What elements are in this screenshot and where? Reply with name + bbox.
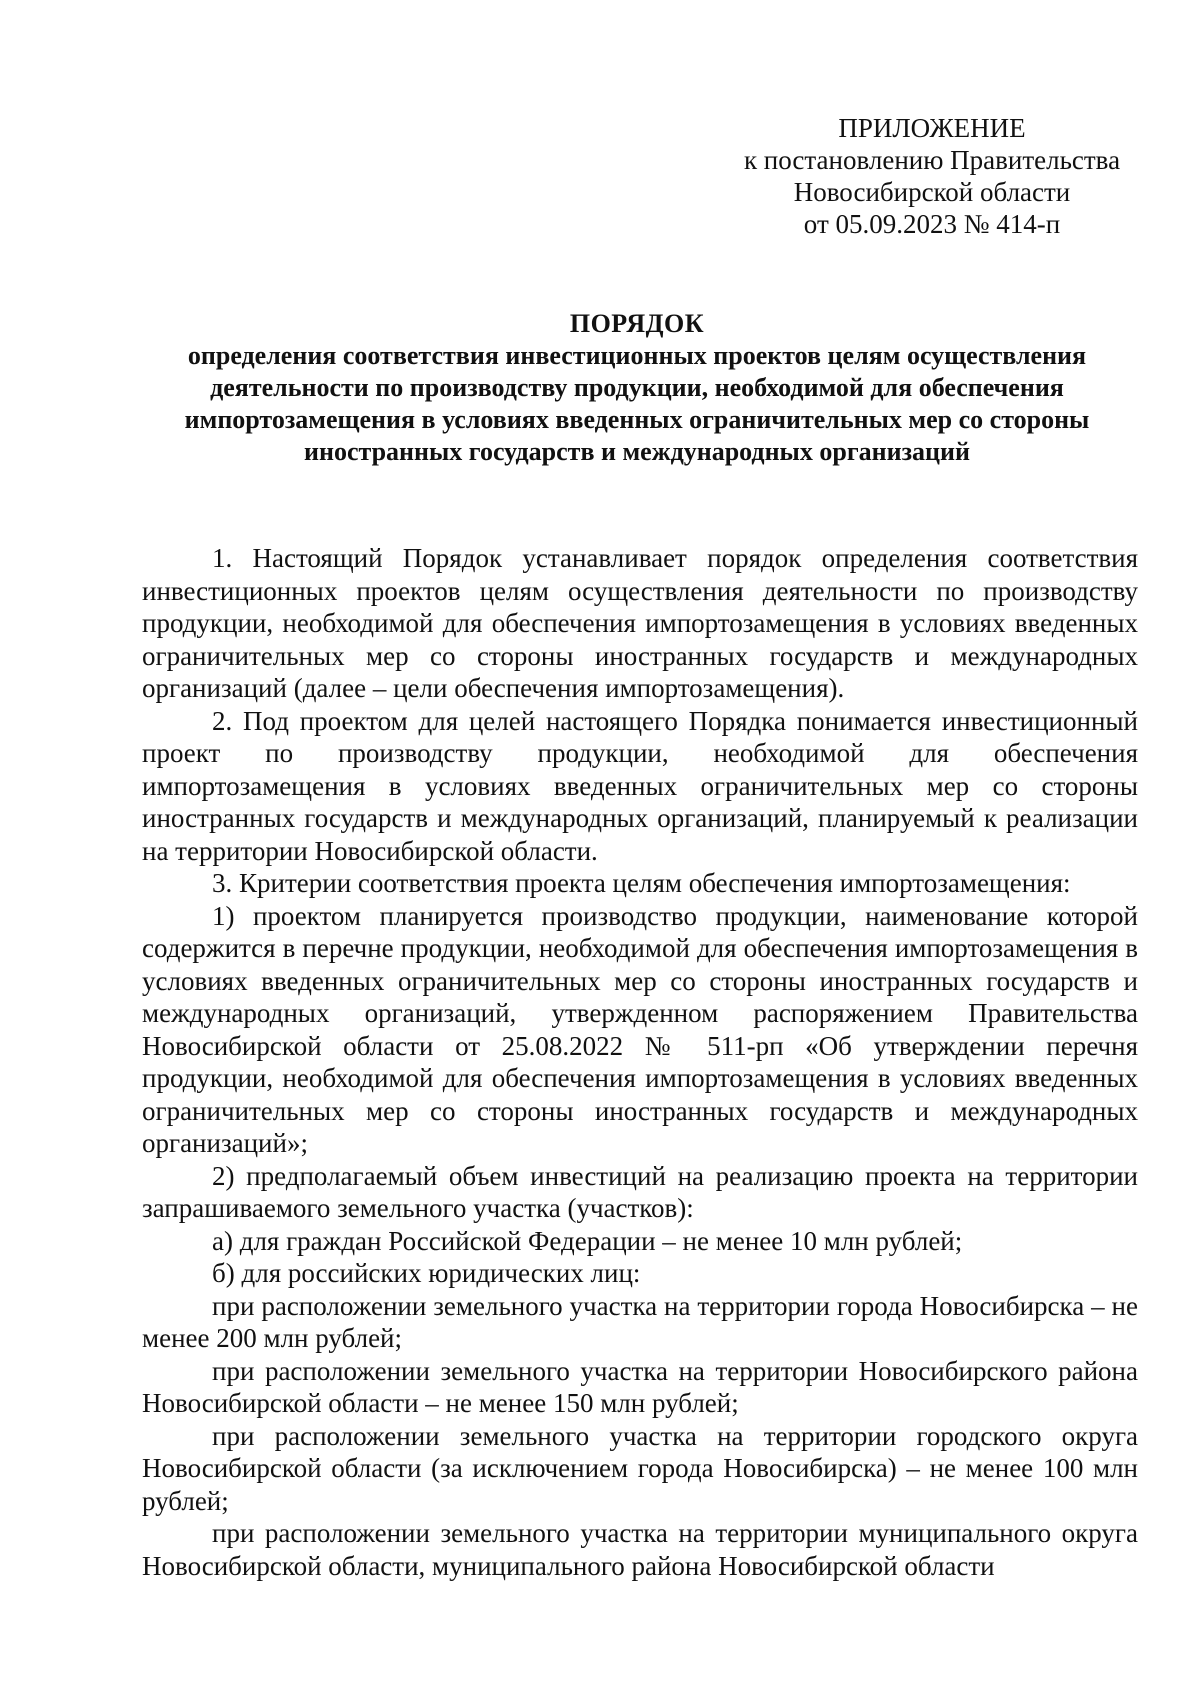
appendix-header: [742, 112, 1122, 240]
document-title: [138, 308, 1136, 468]
appendix-date-number: от 05.09.2023 № 414-п: [803, 209, 1061, 239]
paragraph-criterion-2: 2) предполагаемый объем инвестиций на реализацию проекта на территории запрашиваемого земельного участка (участков):: [142, 1160, 1138, 1223]
paragraph-legal-entities: б) для российских юридических лиц:: [212, 1258, 641, 1288]
title-main: ПОРЯДОК: [569, 309, 705, 338]
paragraph-1: 1. Настоящий Порядок устанавливает порядок определения соответствия инвестиционных проектов целям осуществления деятельности по производству продукции, необходимой для обеспечения импортозамещения в условиях введенных ограничительных мер со стороны иностранных государств и международных организаций (далее – цели обеспечения импортозамещения).: [142, 543, 1138, 703]
paragraph-novosibirsk-district: при расположении земельного участка на территории Новосибирского района Новосибирской области – не менее 150 млн рублей;: [142, 1355, 1138, 1418]
paragraph-3: 3. Критерии соответствия проекта целям обеспечения импортозамещения:: [212, 868, 1071, 898]
paragraph-novosibirsk-city: при расположении земельного участка на территории города Новосибирска – не менее 200 млн рублей;: [142, 1290, 1138, 1353]
document-body: [142, 542, 1138, 1582]
appendix-decree-reference: к постановлению Правительства: [743, 145, 1121, 175]
title-subtitle: определения соответствия инвестиционных проектов целям осуществления деятельности по производству продукции, необходимой для обеспечения импортозамещения в условиях введенных ограничительных мер со стороны иностранных государств и международных организаций: [184, 341, 1090, 466]
paragraph-2: 2. Под проектом для целей настоящего Порядка понимается инвестиционный проект по производству продукции, необходимой для обеспечения импортозамещения в условиях введенных ограничительных мер со стороны иностранных государств и международных организаций, планируемый к реализации на территории Новосибирской области.: [142, 705, 1138, 866]
paragraph-city-district: при расположении земельного участка на территории городского округа Новосибирской области (за исключением города Новосибирска) – не менее 100 млн рублей;: [142, 1420, 1138, 1516]
appendix-region: Новосибирской области: [793, 177, 1071, 207]
paragraph-criterion-1: 1) проектом планируется производство продукции, наименование которой содержится в перечне продукции, необходимой для обеспечения импортозамещения в условиях введенных ограничительных мер со стороны иностранных государств и международных организаций, утвержденном распоряжением Правительства Новосибирской области от 25.08.2022 № 511-рп «Об утверждении перечня продукции, необходимой для обеспечения импортозамещения в условиях введенных ограничительных мер со стороны иностранных государств и международных организаций»;: [142, 900, 1138, 1158]
paragraph-citizens: а) для граждан Российской Федерации – не менее 10 млн рублей;: [212, 1225, 963, 1256]
paragraph-municipal-district: при расположении земельного участка на территории муниципального округа Новосибирской области, муниципального района Новосибирской области: [142, 1518, 1138, 1581]
appendix-label: ПРИЛОЖЕНИЕ: [838, 113, 1026, 143]
